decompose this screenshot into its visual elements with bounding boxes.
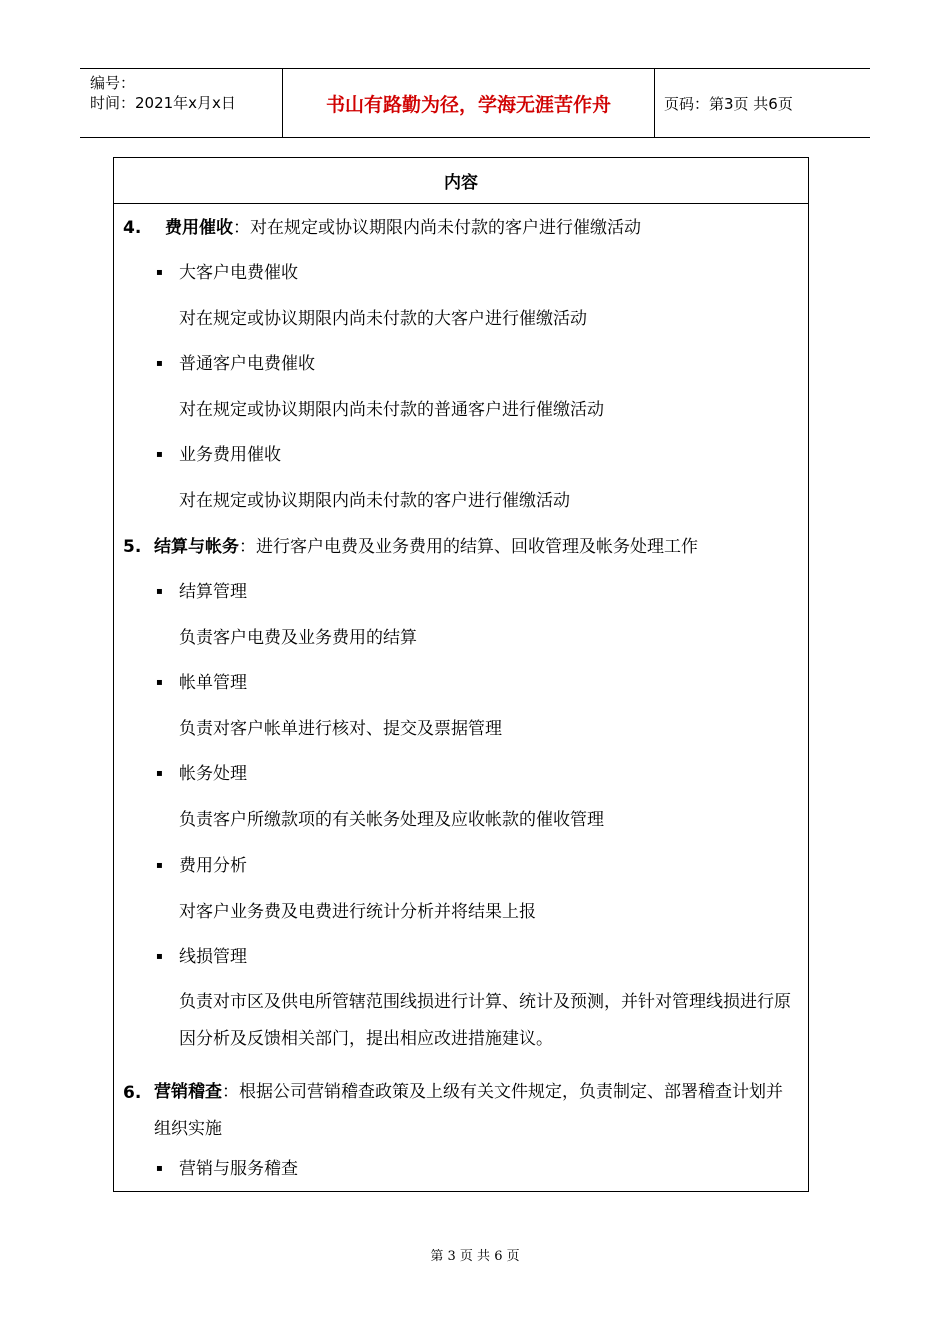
item-detail: 对在规定或协议期限内尚未付款的客户进行催缴活动	[179, 491, 570, 511]
header-divider	[654, 69, 655, 137]
list-item	[114, 351, 808, 377]
item-label: 帐单管理	[179, 673, 247, 693]
item-label: 结算管理	[179, 582, 247, 602]
list-item	[114, 442, 808, 468]
bullet-icon: ▪	[156, 768, 163, 779]
bullet-icon: ▪	[156, 358, 163, 369]
item-label: 业务费用催收	[179, 445, 281, 465]
list-item	[114, 670, 808, 696]
item-detail: 对在规定或协议期限内尚未付款的普通客户进行催缴活动	[179, 400, 604, 420]
item-detail: 负责对市区及供电所管辖范围线损进行计算、统计及预测，并针对管理线损进行原因分析及反馈相关部门，提出相应改进措施建议。	[179, 992, 791, 1049]
table-header: 内容	[114, 158, 808, 204]
section-heading	[114, 1074, 808, 1154]
section-title: 费用催收	[165, 218, 233, 238]
section-number: 6.	[123, 1083, 142, 1103]
content-table	[113, 157, 809, 1192]
bullet-icon: ▪	[156, 267, 163, 278]
section-heading	[114, 534, 808, 560]
section-number: 5.	[123, 537, 142, 557]
list-item	[114, 853, 808, 879]
section-title: 结算与帐务	[154, 537, 239, 557]
bullet-icon: ▪	[156, 449, 163, 460]
list-item	[114, 1156, 808, 1182]
list-item	[114, 260, 808, 286]
section-number: 4.	[123, 218, 142, 238]
header-meta	[90, 73, 236, 113]
item-detail: 对在规定或协议期限内尚未付款的大客户进行催缴活动	[179, 309, 587, 329]
time-label: 时间：2021年x月x日	[90, 94, 236, 112]
item-detail: 对客户业务费及电费进行统计分析并将结果上报	[179, 902, 536, 922]
motto: 书山有路勤为径，学海无涯苦作舟	[325, 93, 611, 116]
list-item	[114, 579, 808, 605]
list-item	[114, 944, 808, 970]
item-detail: 负责客户所缴款项的有关帐务处理及应收帐款的催收管理	[179, 810, 604, 830]
item-label: 线损管理	[179, 947, 247, 967]
section-desc: ：进行客户电费及业务费用的结算、回收管理及帐务处理工作	[239, 537, 698, 557]
bullet-icon: ▪	[156, 1163, 163, 1174]
item-label: 费用分析	[179, 856, 247, 876]
list-item	[114, 761, 808, 787]
item-detail: 负责对客户帐单进行核对、提交及票据管理	[179, 719, 502, 739]
bullet-icon: ▪	[156, 677, 163, 688]
item-detail: 负责客户电费及业务费用的结算	[179, 628, 417, 648]
item-label: 大客户电费催收	[179, 263, 298, 283]
page-footer: 第 3 页 共 6 页	[430, 1249, 520, 1264]
bullet-icon: ▪	[156, 951, 163, 962]
bullet-icon: ▪	[156, 860, 163, 871]
section-heading	[114, 215, 808, 241]
item-label: 营销与服务稽查	[179, 1159, 298, 1179]
number-label: 编号：	[90, 74, 136, 92]
page-label: 页码：第3页 共6页	[664, 94, 793, 113]
section-desc: ：根据公司营销稽查政策及上级有关文件规定，负责制定、部署稽查计划并组织实施	[154, 1082, 783, 1139]
document-header	[80, 68, 870, 138]
section-desc: ：对在规定或协议期限内尚未付款的客户进行催缴活动	[233, 218, 641, 238]
item-label: 普通客户电费催收	[179, 354, 315, 374]
section-title: 营销稽查	[154, 1082, 222, 1102]
item-label: 帐务处理	[179, 764, 247, 784]
bullet-icon: ▪	[156, 586, 163, 597]
